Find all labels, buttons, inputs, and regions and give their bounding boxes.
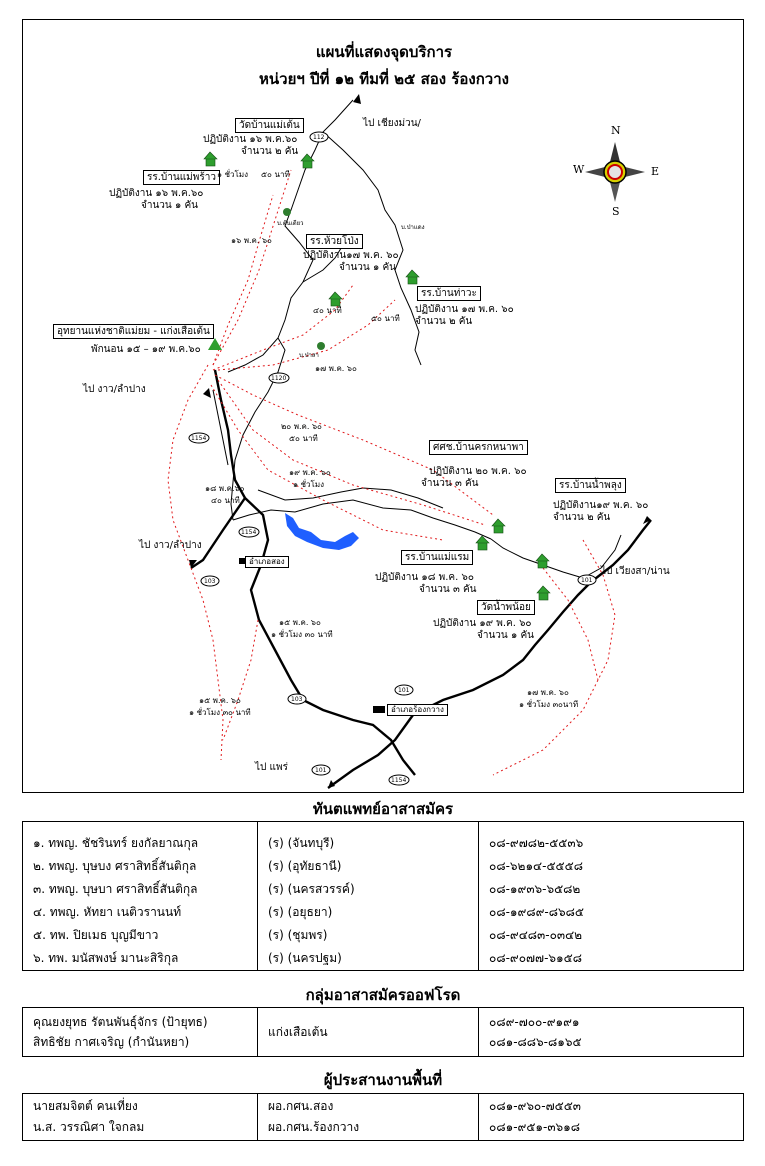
dentist-phone: ๐๘-๙๐๗๗-๖๑๕๘ [479, 947, 744, 971]
route-label: ๑๕ พ.ค. ๖๐ [199, 696, 241, 705]
dentist-hospital: (ร) (นครสวรรค์) [258, 878, 479, 901]
coordinator-unit: ผอ.กศน.สอง [268, 1099, 334, 1113]
district-office-icon [373, 706, 385, 713]
offroad-name: สิทธิชัย กาศเจริญ (กำนันหยา) [33, 1035, 190, 1049]
direction-label: ไป เชียงม่วน/ [363, 118, 421, 129]
coordinator-name: น.ส. วรรณิศา ใจกลม [33, 1120, 145, 1134]
road-number: 101 [398, 687, 410, 694]
route-label: ๑๗ พ.ค. ๖๐ [527, 688, 569, 697]
route-label: ๑ ชั่วโมง [293, 480, 325, 489]
route-label: ๕๐ นาที [289, 434, 318, 443]
route-label: ๑๗ พ.ค. ๖๐ [315, 364, 357, 373]
dentist-name: ๕. ทพ. ปิยเมธ บุญมีขาว [23, 924, 258, 947]
park-tree-icon [208, 338, 222, 350]
compass-icon [585, 142, 645, 202]
compass-north: N [611, 124, 621, 137]
route-label: ๒๐ พ.ค. ๖๐ [281, 422, 322, 431]
site-count: จำนวน ๑ คัน [477, 630, 534, 641]
table-row [23, 924, 744, 947]
direction-label: ไป งาว/ลำปาง [139, 540, 202, 551]
site-date: ปฏิบัติงาน๑๙ พ.ค. ๖๐ [553, 500, 649, 511]
site-name: รร.บ้านน้ำพลุง [555, 478, 626, 493]
dentist-name: ๒. ทพญ. บุษบง ศราสิทธิ์สันติกุล [23, 855, 258, 878]
site-date: ปฏิบัติงาน ๑๗ พ.ค. ๖๐ [415, 304, 514, 315]
site-count: จำนวน ๒ คัน [241, 146, 299, 157]
offroad-table [22, 1007, 744, 1057]
offroad-name: คุณยงยุทธ รัตนพันธุ์จักร (ป้ายุทธ) [33, 1015, 208, 1029]
site-count: จำนวน ๓ คัน [421, 478, 479, 489]
road-number: 1120 [271, 375, 287, 382]
route-label: ๑ ชั่วโมง ๓๐ นาที [271, 630, 333, 639]
site-count: จำนวน ๑ คัน [141, 200, 198, 211]
dentists-title: ทันตแพทย์อาสาสมัคร [312, 800, 454, 818]
direction-label: ไป งาว/ลำปาง [83, 384, 146, 395]
dentist-phone: ๐๘-๑๙๘๙-๘๖๘๕ [479, 901, 744, 924]
table-row [23, 1094, 744, 1141]
road-number: 103 [291, 696, 303, 703]
spacer-row [23, 822, 744, 833]
site-count: จำนวน ๒ คัน [553, 512, 611, 523]
site-name: ศศช.บ้านครกหนาพา [429, 440, 528, 455]
coordinator-phone: ๐๘๑-๙๕๑-๓๖๑๘ [489, 1120, 581, 1134]
site-count: จำนวน ๓ คัน [419, 584, 477, 595]
table-row [23, 901, 744, 924]
offroad-title: กลุ่มอาสาสมัครออฟโรด [305, 986, 461, 1004]
site-name: รร.บ้านแม่พร้าว [143, 170, 220, 185]
route-label: ๑ ชั่วโมง [217, 170, 249, 179]
route-label: ๑๖ พ.ค. ๖๐ [231, 236, 272, 245]
table-row [23, 1008, 744, 1057]
dentist-name: ๔. ทพญ. หัทยา เนติวรานนท์ [23, 901, 258, 924]
direction-label: ไป แพร่ [255, 762, 288, 773]
dentists-table [22, 821, 744, 971]
road-number: 1154 [191, 435, 207, 442]
road-number: 1154 [241, 529, 257, 536]
road-number: 112 [313, 134, 325, 141]
site-date: ปฏิบัติงาน ๑๖ พ.ค.๖๐ [109, 188, 204, 199]
route-label: ๑๙ พ.ค. ๖๐ [289, 468, 331, 477]
site-name: รร.ห้วยโป่ง [306, 234, 363, 249]
village-icon [283, 208, 291, 216]
direction-label: ไป เวียงสา/น่าน [601, 566, 670, 577]
site-date: ปฏิบัติงาน ๑๘ พ.ค. ๖๐ [375, 572, 474, 583]
village-icon [317, 342, 325, 350]
site-name: รร.บ้านท่าวะ [417, 286, 481, 301]
table-row [23, 855, 744, 878]
dentist-hospital: (ร) (นครปฐม) [258, 947, 479, 971]
service-map [22, 19, 744, 793]
site-count: จำนวน ๑ คัน [339, 262, 396, 273]
coordinator-name: นายสมจิตต์ คนเที่ยง [33, 1099, 138, 1113]
dentist-phone: ๐๘-๑๙๓๖-๖๕๘๒ [479, 878, 744, 901]
road-number: 1154 [391, 777, 407, 784]
map-canvas [23, 20, 744, 793]
village-label: บ.ป่าสา [299, 352, 319, 359]
route-label: ๑ ชั่วโมง ๓๐นาที [519, 700, 579, 709]
dentist-hospital: (ร) (ชุมพร) [258, 924, 479, 947]
dentist-hospital: (ร) (อุทัยธานี) [258, 855, 479, 878]
route-label: ๑ ชั่วโมง ๓๐ นาที [189, 708, 251, 717]
road-number: 103 [204, 578, 216, 585]
offroad-phone: ๐๘๙-๗๐๐-๙๑๙๑ [489, 1015, 580, 1029]
site-count: จำนวน ๒ คัน [415, 316, 473, 327]
reservoir [285, 513, 359, 550]
district-label: อำเภอสอง [245, 556, 289, 568]
map-title: แผนที่แสดงจุดบริการ [315, 43, 453, 61]
coordinators-table [22, 1093, 744, 1141]
village-label: บ.ป่าแดง [401, 224, 425, 231]
dentist-name: ๓. ทพญ. บุษบา ศราสิทธิ์สันติกุล [23, 878, 258, 901]
site-date: พักนอน ๑๕ – ๑๙ พ.ค.๖๐ [91, 344, 201, 355]
dentist-phone: ๐๘-๙๔๘๓-๐๓๔๒ [479, 924, 744, 947]
dentist-hospital: (ร) (จันทบุรี) [258, 832, 479, 855]
table-row [23, 878, 744, 901]
dentist-phone: ๐๘-๖๒๑๔-๕๕๕๘ [479, 855, 744, 878]
dentist-phone: ๐๘-๙๗๘๒-๕๕๓๖ [479, 832, 744, 855]
coordinator-phone: ๐๘๑-๙๖๐-๗๕๕๓ [489, 1099, 581, 1113]
route-label: ๕๐ นาที [371, 314, 400, 323]
offroad-place: แก่งเสือเต้น [258, 1008, 479, 1057]
compass-south: S [612, 205, 620, 218]
route-label: ๑๘ พ.ค.๖๐ [205, 484, 245, 493]
dentist-name: ๑. ทพญ. ชัชรินทร์ ยงกัลยาณกุล [23, 832, 258, 855]
coordinator-unit: ผอ.กศน.ร้องกวาง [268, 1120, 360, 1134]
site-name: วัดบ้านแม่เต้น [235, 118, 304, 133]
route-label: ๑๕ พ.ค. ๖๐ [279, 618, 321, 627]
route-label: ๔๐ นาที [313, 306, 342, 315]
compass-west: W [573, 163, 585, 176]
offroad-phone: ๐๘๑-๘๘๖-๘๑๖๕ [489, 1035, 582, 1049]
table-row [23, 832, 744, 855]
site-date: ปฏิบัติงาน ๑๙ พ.ค. ๖๐ [433, 618, 532, 629]
site-name: รร.บ้านแม่แรม [401, 550, 473, 565]
road-number: 101 [581, 577, 593, 584]
village-label: บ.ต้นเดียว [277, 220, 304, 227]
site-date: ปฏิบัติงาน ๑๖ พ.ค.๖๐ [203, 134, 298, 145]
site-date: ปฏิบัติงาน ๒๐ พ.ค. ๖๐ [429, 466, 527, 477]
compass-east: E [651, 165, 660, 178]
site-date: ปฏิบัติงาน๑๗ พ.ค. ๖๐ [303, 250, 399, 261]
site-name: วัดน้ำพน้อย [477, 600, 535, 615]
route-label: ๕๐ นาที [261, 170, 290, 179]
route-label: ๔๐ นาที [211, 496, 240, 505]
map-subtitle: หน่วยฯ ปีที่ ๑๒ ทีมที่ ๒๕ สอง ร้องกวาง [259, 70, 509, 88]
road-number: 101 [315, 767, 327, 774]
dentist-hospital: (ร) (อยุธยา) [258, 901, 479, 924]
dentist-name: ๖. ทพ. มนัสพงษ์ มานะสิริกุล [23, 947, 258, 971]
site-name: อุทยานแห่งชาติแม่ยม - แก่งเสือเต้น [53, 324, 214, 339]
table-row [23, 947, 744, 971]
coordinators-title: ผู้ประสานงานพื้นที่ [323, 1071, 443, 1089]
district-label: อำเภอร้องกวาง [387, 704, 448, 716]
direction-arrows [189, 94, 651, 788]
